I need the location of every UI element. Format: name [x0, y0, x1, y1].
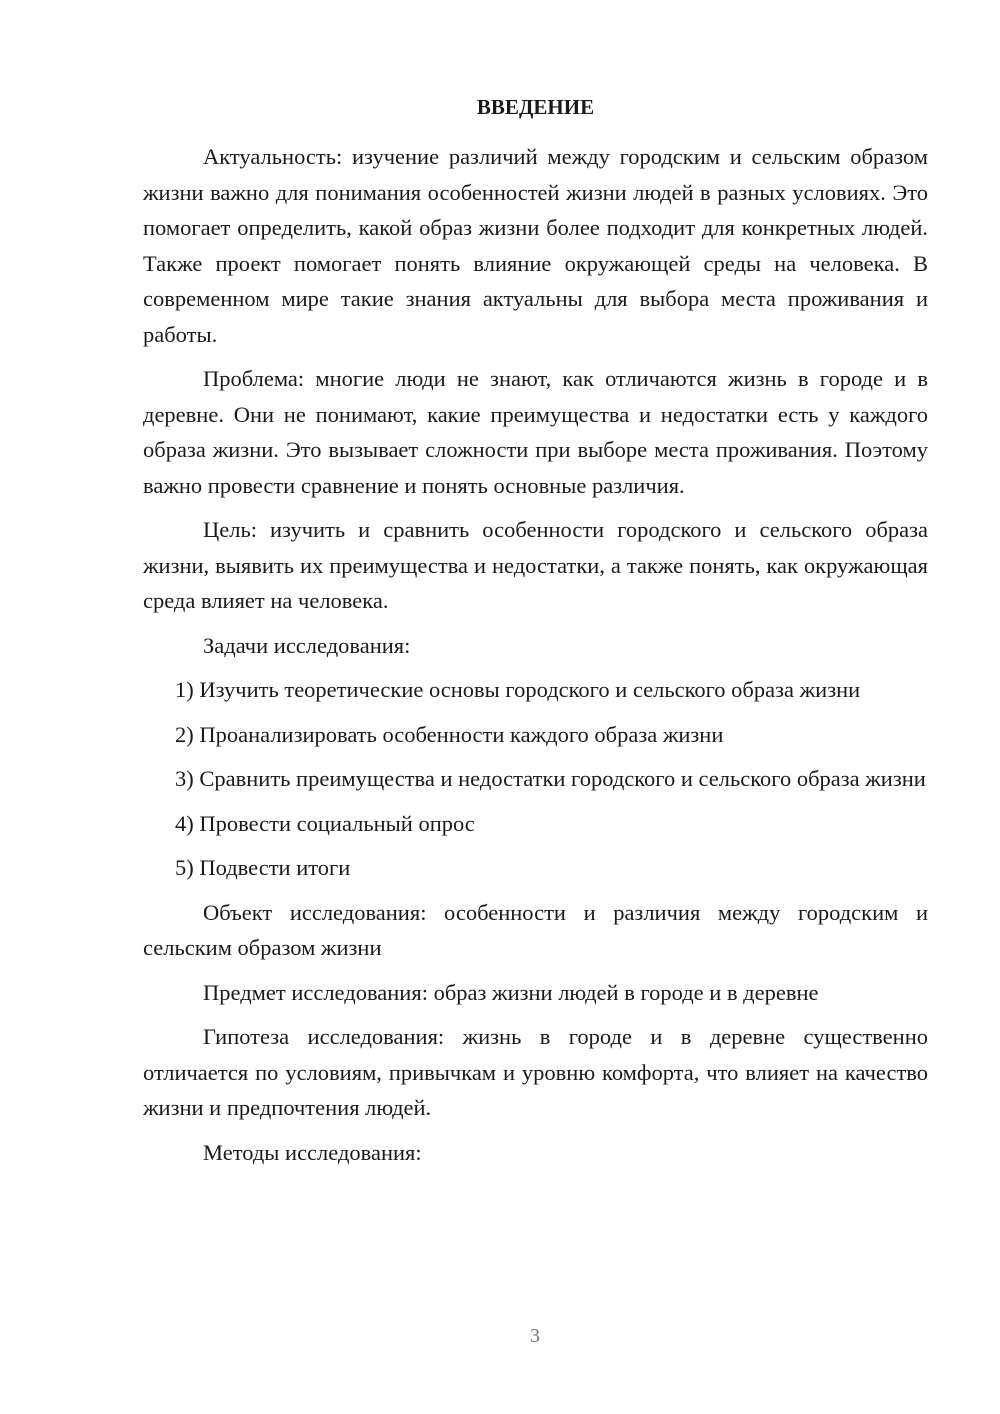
task-item-1: 1) Изучить теоретические основы городского и сельского образа жизни [175, 677, 861, 702]
page-number: 3 [530, 1325, 540, 1347]
task-item-5: 5) Подвести итоги [175, 855, 351, 880]
paragraph-object: Объект исследования: особенности и различия между городским и сельским образом жизни [143, 899, 928, 960]
page-title: ВВЕДЕНИЕ [476, 95, 595, 119]
paragraph-tasks-heading: Задачи исследования: [203, 632, 411, 658]
paragraph-methods: Методы исследования: [203, 1139, 422, 1165]
task-item-4: 4) Провести социальный опрос [175, 810, 475, 836]
paragraph-hypothesis: Гипотеза исследования: жизнь в городе и в деревне существенно отличается по условиям, привычкам и уровню комфорта, что влияет на качество жизни и предпочтения людей. [143, 1024, 928, 1120]
paragraph-problem: Проблема: многие люди не знают, как отличаются жизнь в городе и в деревне. Они не понимают, какие преимущества и недостатки есть у каждого образа жизни. Это вызывает сложности при выборе места проживания. Поэтому важно провести сравнение и понять основные различия. [143, 366, 928, 498]
paragraph-goal: Цель: изучить и сравнить особенности городского и сельского образа жизни, выявить их преимущества и недостатки, а также понять, как окружающая среда влияет на человека. [143, 517, 928, 613]
task-item-2: 2) Проанализировать особенности каждого образа жизни [175, 721, 724, 747]
task-item-3: 3) Сравнить преимущества и недостатки городского и сельского образа жизни [175, 766, 926, 791]
paragraph-relevance: Актуальность: изучение различий между городским и сельским образом жизни важно для понимания особенностей жизни людей в разных условиях. Это помогает определить, какой образ жизни более подходит для конкретных людей. Также проект помогает понять влияние окружающей среды на человека. В современном мире такие знания актуальны для выбора места проживания и работы. [143, 144, 928, 347]
paragraph-subject: Предмет исследования: образ жизни людей в городе и в деревне [203, 979, 819, 1005]
page-content [143, 90, 928, 1179]
